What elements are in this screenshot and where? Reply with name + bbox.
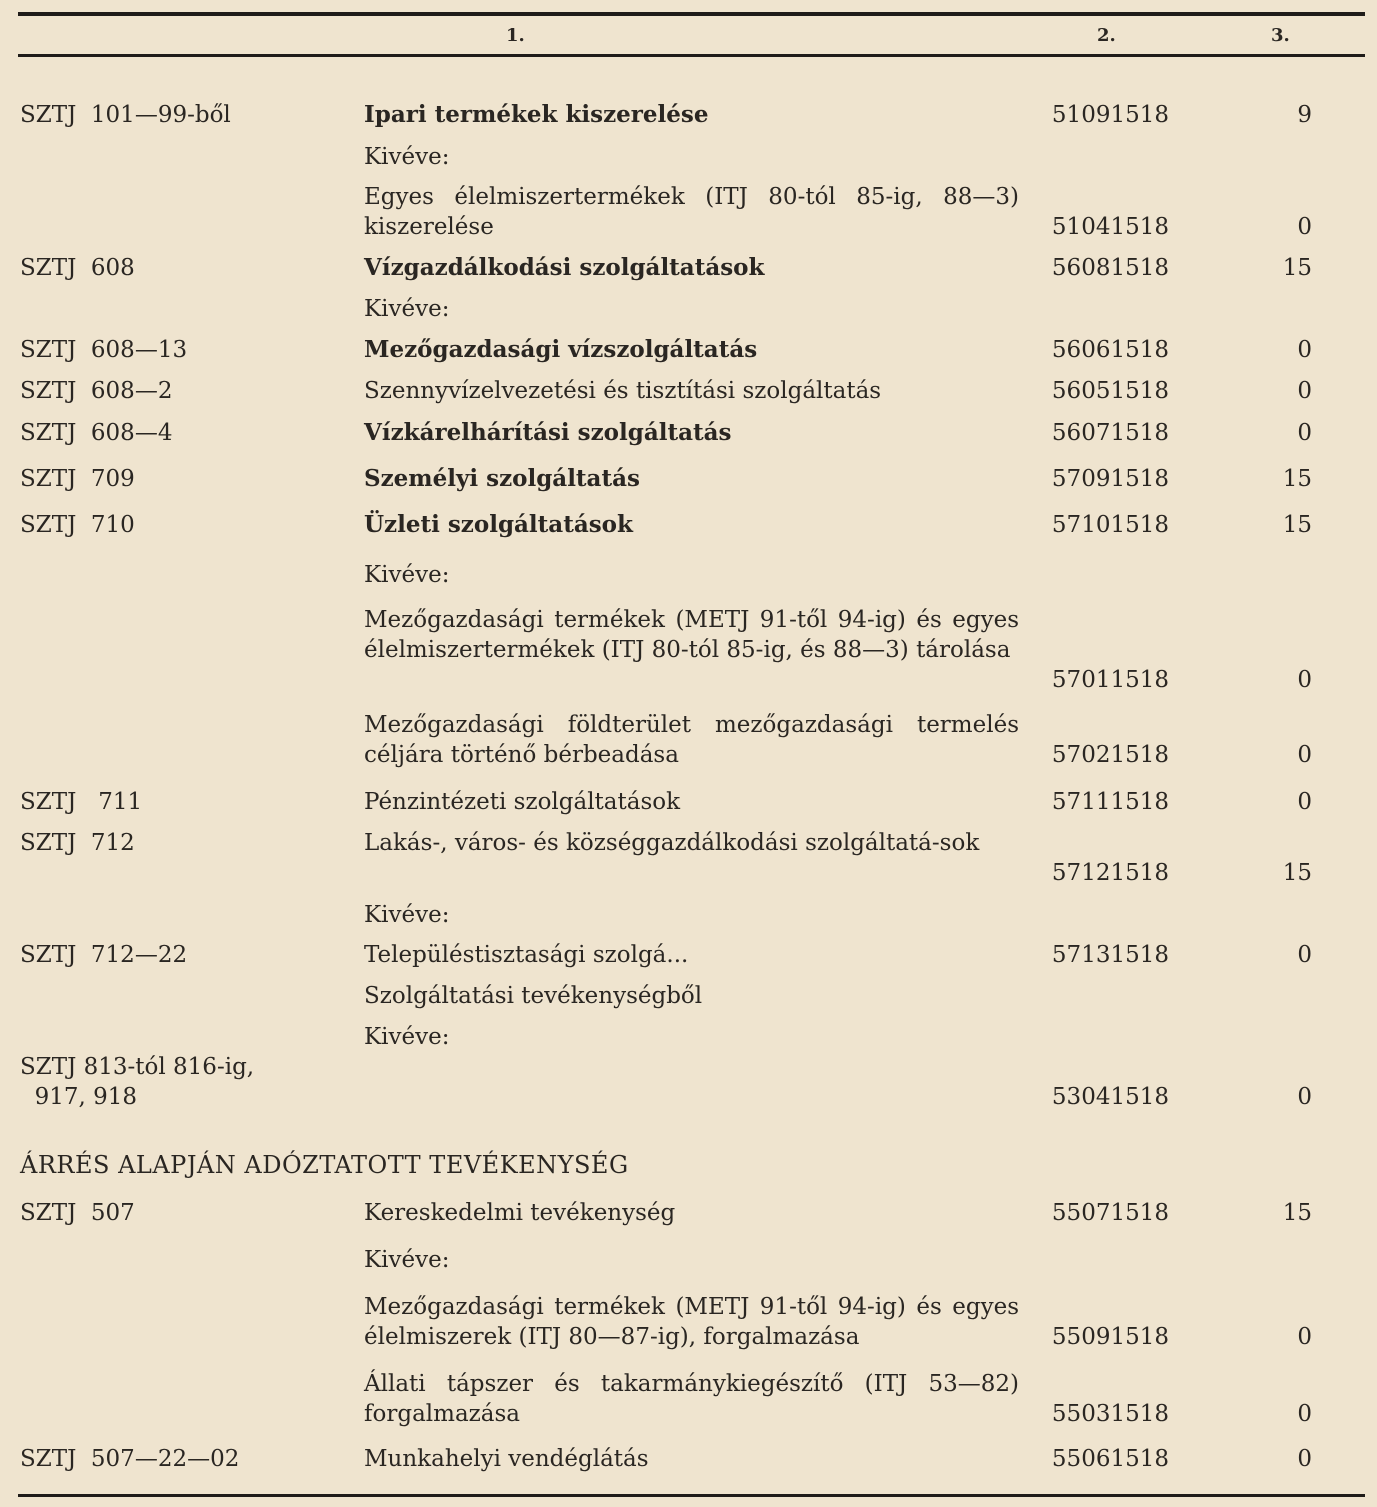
row-number: 53041518 [1051, 1084, 1169, 1110]
row-code: SZTJ 813-tól 816-ig, 917, 918 [20, 1054, 255, 1110]
row-code: SZTJ 608—13 [20, 337, 188, 363]
row-rate: 0 [1297, 789, 1312, 815]
row-rate: 15 [1282, 255, 1312, 281]
row-rate: 0 [1297, 214, 1312, 240]
row-number: 55031518 [1051, 1401, 1169, 1427]
row-description: Üzleti szolgáltatások [364, 511, 633, 538]
row-code: SZTJ 712 [20, 830, 135, 856]
row-description: Kivéve: [364, 902, 450, 928]
row-number: 57101518 [1051, 512, 1169, 538]
row-number: 51041518 [1051, 214, 1169, 240]
row-rate: 0 [1297, 942, 1312, 968]
row-code: SZTJ 711 [20, 789, 143, 815]
row-rate: 0 [1297, 742, 1312, 768]
row-description: Mezőgazdasági termékek (METJ 91-től 94-ig) és egyes élelmiszerek (ITJ 80—87-ig), forgalmazása [364, 1294, 1019, 1350]
row-rate: 0 [1297, 1324, 1312, 1350]
row-rate: 0 [1297, 1084, 1312, 1110]
row-number: 57131518 [1051, 942, 1169, 968]
row-code: SZTJ 608—4 [20, 420, 173, 446]
row-number: 57121518 [1051, 860, 1169, 886]
row-number: 56081518 [1051, 255, 1169, 281]
row-description: Személyi szolgáltatás [364, 465, 640, 492]
row-number: 56051518 [1051, 378, 1169, 404]
row-description: Állati tápszer és takarmánykiegészítő (ITJ 53—82) forgalmazása [364, 1371, 1019, 1427]
row-rate: 15 [1282, 466, 1312, 492]
row-number: 57091518 [1051, 466, 1169, 492]
row-description: Pénzintézeti szolgáltatások [364, 789, 681, 815]
row-code: SZTJ 710 [20, 512, 135, 538]
row-code: SZTJ 507 [20, 1200, 135, 1226]
row-number: 56061518 [1051, 337, 1169, 363]
row-description: Kivéve: [364, 1024, 450, 1050]
row-number: 57111518 [1051, 789, 1169, 815]
row-description: Mezőgazdasági földterület mezőgazdasági termelés céljára történő bérbeadása [364, 712, 1019, 768]
row-code: SZTJ 608—2 [20, 378, 173, 404]
row-description: Szennyvízelvezetési és tisztítási szolgáltatás [364, 378, 882, 404]
row-code: SZTJ 101—99-ből [20, 102, 231, 128]
row-rate: 15 [1282, 1200, 1312, 1226]
row-rate: 0 [1297, 337, 1312, 363]
row-description: Kereskedelmi tevékenység [364, 1200, 676, 1226]
header-col2: 2. [1097, 25, 1116, 46]
row-code: SZTJ 712—22 [20, 942, 188, 968]
row-rate: 0 [1297, 1401, 1312, 1427]
row-number: 55091518 [1051, 1324, 1169, 1350]
row-description: Egyes élelmiszertermékek (ITJ 80-tól 85-ig, 88—3) kiszerelése [364, 184, 1019, 240]
bottom-rule [18, 1494, 1365, 1497]
row-rate: 0 [1297, 1446, 1312, 1472]
header-col3: 3. [1271, 25, 1290, 46]
row-rate: 0 [1297, 667, 1312, 693]
row-description: Vízkárelhárítási szolgáltatás [364, 419, 732, 446]
section-title: ÁRRÉS ALAPJÁN ADÓZTATOTT TEVÉKENYSÉG [20, 1151, 629, 1179]
row-description: Munkahelyi vendéglátás [364, 1446, 649, 1472]
row-description: Szolgáltatási tevékenységből [364, 983, 703, 1009]
header-rule [18, 54, 1365, 57]
row-description: Lakás-, város- és községgazdálkodási szolgáltatá-sok [364, 830, 980, 856]
row-description: Mezőgazdasági termékek (METJ 91-től 94-ig) és egyes élelmiszertermékek (ITJ 80-tól 85-ig, és 88—3) tárolása [364, 607, 1019, 663]
row-rate: 15 [1282, 860, 1312, 886]
row-number: 57021518 [1051, 742, 1169, 768]
row-description: Vízgazdálkodási szolgáltatások [364, 254, 765, 281]
row-rate: 0 [1297, 420, 1312, 446]
row-rate: 9 [1297, 102, 1312, 128]
row-description: Településtisztasági szolgá... [364, 942, 689, 968]
row-number: 56071518 [1051, 420, 1169, 446]
row-code: SZTJ 608 [20, 255, 135, 281]
row-description: Kivéve: [364, 1247, 450, 1273]
row-number: 55071518 [1051, 1200, 1169, 1226]
row-rate: 0 [1297, 378, 1312, 404]
top-rule [18, 12, 1365, 16]
row-rate: 15 [1282, 512, 1312, 538]
row-description: Kivéve: [364, 296, 450, 322]
row-description: Kivéve: [364, 562, 450, 588]
row-number: 57011518 [1051, 667, 1169, 693]
row-description: Kivéve: [364, 144, 450, 170]
row-code: SZTJ 507—22—02 [20, 1446, 240, 1472]
row-number: 51091518 [1051, 102, 1169, 128]
row-description: Ipari termékek kiszerelése [364, 101, 709, 128]
row-number: 55061518 [1051, 1446, 1169, 1472]
header-col1: 1. [506, 25, 525, 46]
row-code: SZTJ 709 [20, 466, 135, 492]
row-description: Mezőgazdasági vízszolgáltatás [364, 336, 758, 363]
